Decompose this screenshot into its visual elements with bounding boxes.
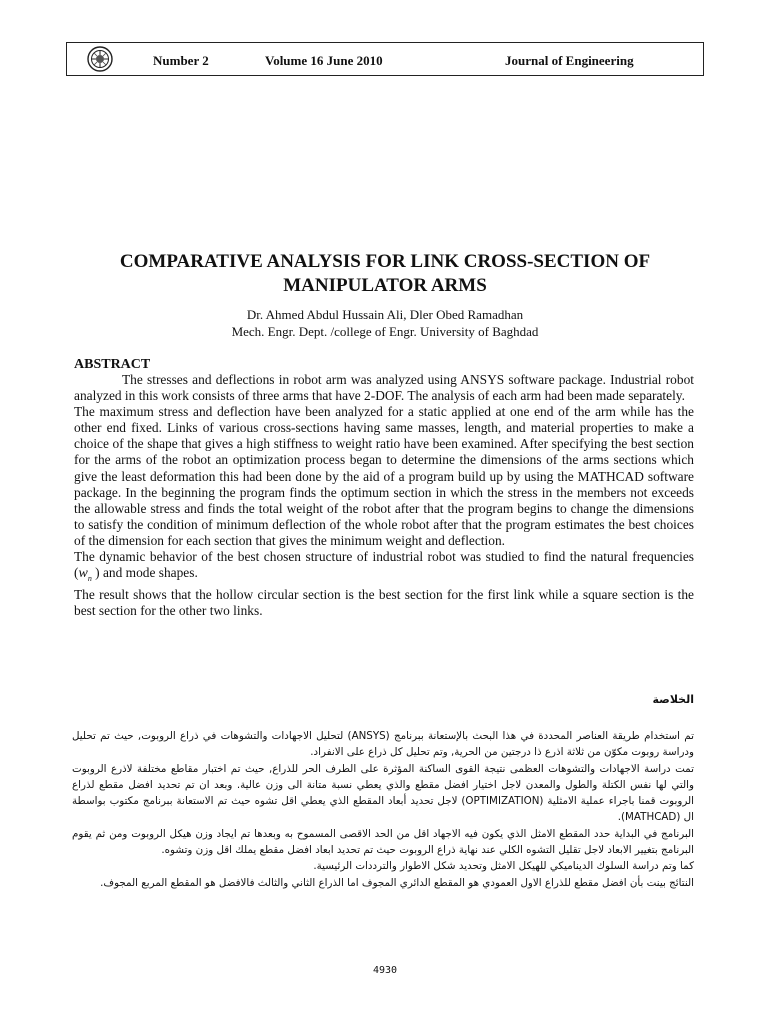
arabic-paragraph: النتائج بينت بأن افضل مقطع للذراع الاول العمودي هو المقطع الدائري المجوف اما الذراع الثاني والثالث فالافضل هو المقطع المربع المجوف. (100, 876, 694, 889)
abstract-paragraph: The stresses and deflections in robot arm was analyzed using ANSYS software package. Industrial robot analyzed in this work consists of three arms that have 2-DOF. The analysis of each arm had been made separately. (74, 372, 694, 404)
arabic-paragraph: كما وتم دراسة السلوك الديناميكي للهيكل الامثل وتحديد شكل الاطوار والترددات الرئيسية. (313, 860, 694, 873)
natural-frequency-text-after: ) and mode shapes. (91, 565, 198, 581)
arabic-abstract-heading: الخلاصة (652, 693, 694, 706)
omega-symbol: $w_n$ (78, 566, 92, 583)
paper-authors: Dr. Ahmed Abdul Hussain Ali, Dler Obed Ramadhan (246, 307, 524, 322)
author-affiliation: Mech. Engr. Dept. /college of Engr. University of Baghdad (231, 324, 539, 339)
page-number: 4930 (372, 965, 398, 976)
arabic-paragraph: تمت دراسة الاجهادات والتشوهات العظمى نتيجة القوى الساكنة المؤثرة على الطرف الحر للذراع, حيث تم اختبار مقاطع مختلفة لاذرع الروبوت والتي لها نفس الكتلة والطول والمعدن لاجل اختيار افضل مقطع والذي يعطي نسبة متانة الى وزن عالية. وبعد ان تم تحديد افضل مقطع لذراع الروبوت قمنا باجراء عملية الامثلية (OPTIMIZATION) لاجل تحديد أبعاد المقطع الذي يعطي اقل تشوه حيث تم الاستعانة ببرنامج مكتوب بواسطة ال (MATHCAD). (72, 762, 694, 824)
abstract-body (74, 372, 694, 619)
journal-header (66, 42, 704, 76)
abstract-result-paragraph: The result shows that the hollow circular section is the best section for the first link while a square section is the best section for the other two links. (74, 587, 694, 619)
journal-name: Journal of Engineering (505, 53, 634, 68)
arabic-abstract-body (72, 728, 694, 891)
university-seal-icon (87, 46, 113, 72)
natural-frequency-text-before: The dynamic behavior of the best chosen structure of industrial robot was studied to find the natural frequencies ( (74, 549, 694, 581)
volume-date: Volume 16 June 2010 (265, 53, 383, 68)
arabic-paragraph: تم استخدام طريقة العناصر المحددة في هذا البحث بالإستعانة ببرنامج (ANSYS) لتحليل الاجهادات والتشوهات في ذراع الروبوت, حيث تم تحليل ودراسة روبوت مكوّن من ثلاثة اذرع ذا درجتين من الحرية, وتم تحليل كل ذراع على الانفراد. (72, 730, 694, 759)
abstract-heading: ABSTRACT (74, 357, 151, 372)
abstract-natural-frequency-paragraph (74, 549, 694, 587)
abstract-paragraph: The maximum stress and deflection have been analyzed for a static applied at one end of the arm while has the other end fixed. Links of various cross-sections having same masses, length, and material properties to make a choice of the shape that gives a high stiffness to weight ratio have been examined. After specifying the best section for the arms of the robot an optimization process began to determine the dimensions of the arms sections which give the least deformation this had been done by the aid of a program build up by using the MATHCAD software package. In the beginning the program finds the optimum section in which the stress in the members not exceeds the allowable stress and finds the total weight of the robot after that the program begins to change the dimensions to satisfy the condition of minimum deflection of the whole robot after that the program estimates the best choices of the dimension for each section that gives the minimum weight and deflection. (74, 404, 694, 548)
arabic-paragraph: البرنامج في البداية حدد المقطع الامثل الذي يكون فيه الاجهاد اقل من الحد الاقصى المسموح به وبعدها تم ايجاد وزن هيكل الروبوت ومن ثم يقوم البرنامج بتغيير الابعاد لاجل تقليل التشوه الكلي عند نهاية ذراع الروبوت حيث تم تحديد ابعاد افضل مقطع يملك اقل وزن وتشوه. (72, 827, 694, 857)
paper-title: COMPARATIVE ANALYSIS FOR LINK CROSS-SECTION OF MANIPULATOR ARMS (119, 251, 651, 296)
issue-number: Number 2 (153, 53, 209, 68)
